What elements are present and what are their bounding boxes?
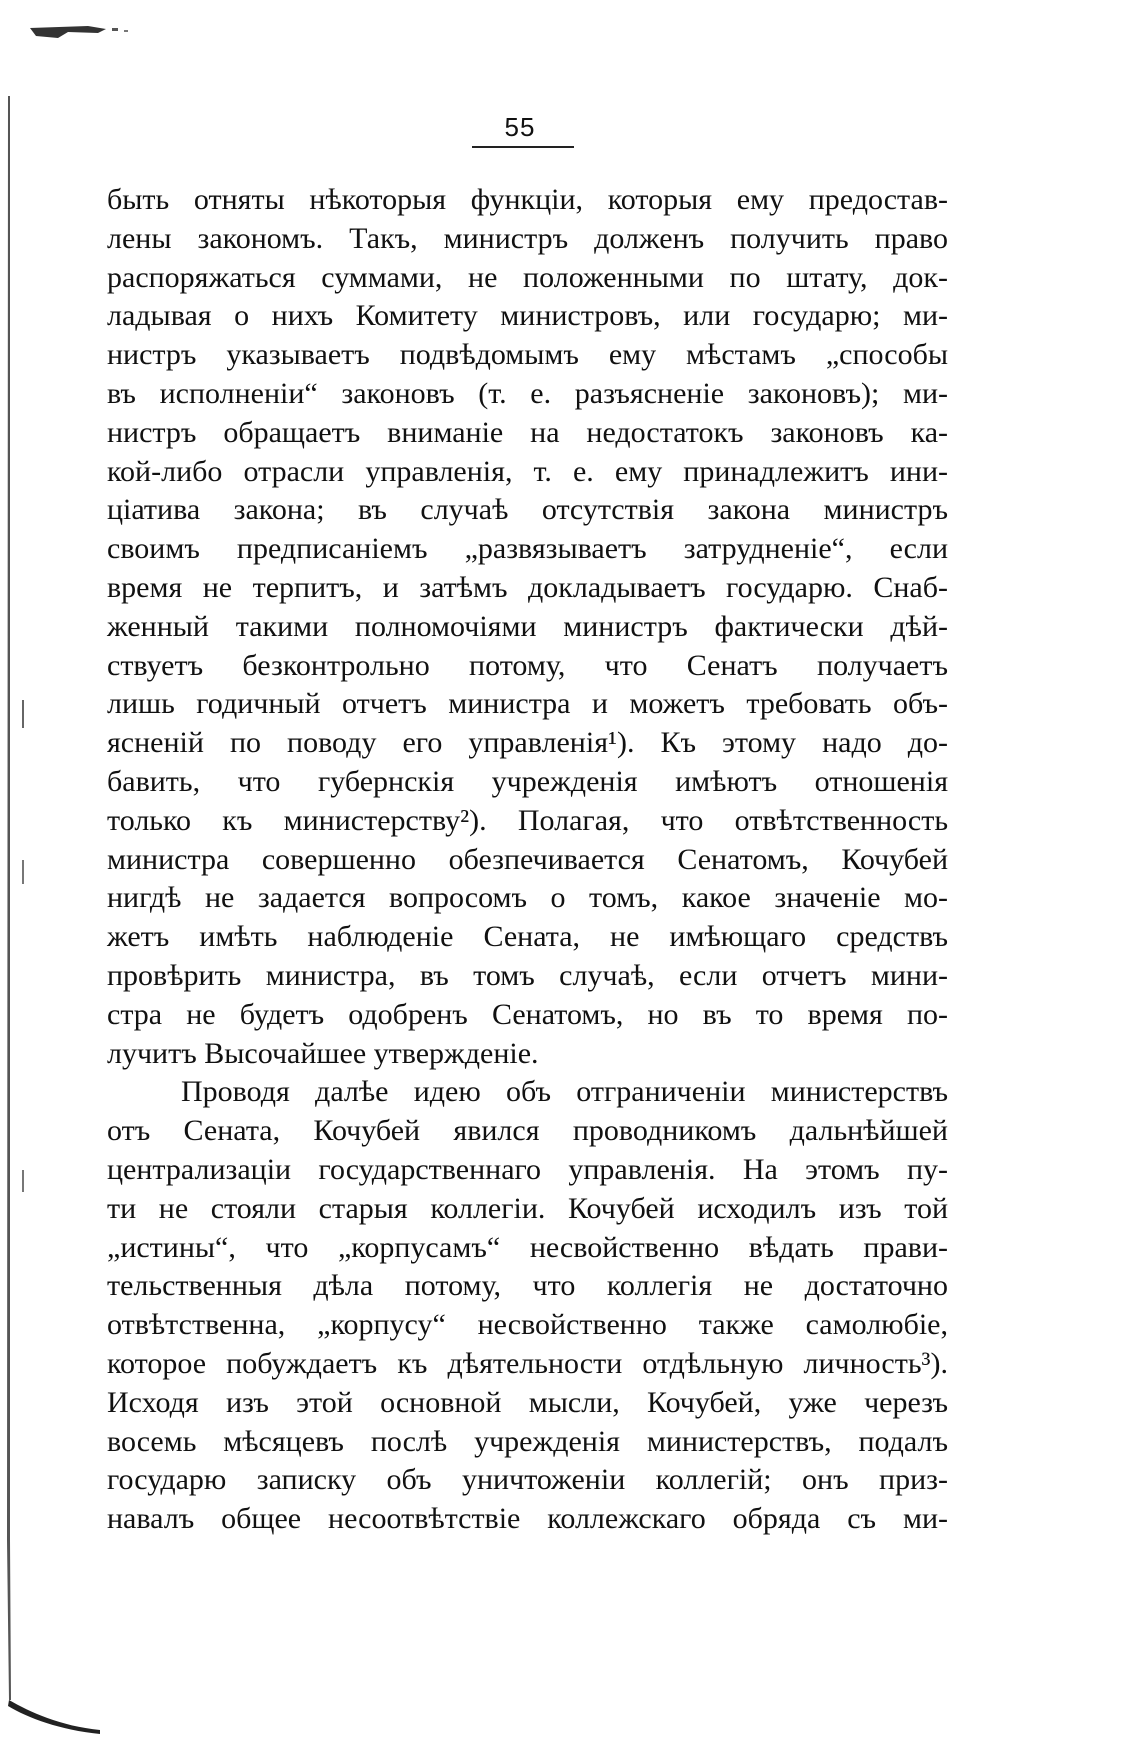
paragraph: [107, 1073, 948, 1539]
text-line: ладывая о нихъ Комитету министровъ, или государю; ми-: [107, 299, 948, 333]
text-line: централизаціи государственнаго управленія. На этомъ пу-: [107, 1152, 948, 1186]
text-line: жетъ имѣть наблюденіе Сената, не имѣющаго средствъ: [107, 920, 948, 954]
text-line: „истины“, что „корпусамъ“ несвойственно вѣдать прави-: [107, 1230, 948, 1264]
text-line: ясненій по поводу его управленія¹). Къ этому надо до-: [107, 726, 948, 760]
text-line: государю записку объ уничтоженіи коллегій; онъ приз-: [107, 1463, 948, 1497]
text-line: Проводя далѣе идею объ отграниченіи министерствъ: [181, 1075, 948, 1109]
text-line: женный такими полномочіями министръ фактически дѣй-: [107, 609, 948, 643]
text-line: лены закономъ. Такъ, министръ долженъ получить право: [107, 221, 948, 255]
text-line: которое побуждаетъ къ дѣятельности отдѣльную личность³).: [107, 1346, 948, 1380]
text-line: нистръ указываетъ подвѣдомымъ ему мѣстамъ „способы: [107, 338, 948, 372]
text-line: распоряжаться суммами, не положенными по штату, док-: [107, 260, 948, 294]
text-line: стра не будетъ одобренъ Сенатомъ, но въ то время по-: [107, 997, 948, 1031]
text-line: въ исполненіи“ законовъ (т. е. разъясненіе законовъ); ми-: [107, 376, 948, 410]
text-line: нистръ обращаетъ вниманіе на недостатокъ законовъ ка-: [107, 415, 948, 449]
text-line: ти не стояли старыя коллегіи. Кочубей исходилъ изъ той: [107, 1191, 948, 1225]
text-line: своимъ предписаніемъ „развязываетъ затрудненіе“, если: [107, 532, 948, 566]
text-line: только къ министерству²). Полагая, что отвѣтственность: [107, 803, 948, 837]
scan-binding-edge: [0, 0, 110, 1760]
text-line: время не терпитъ, и затѣмъ докладываетъ государю. Снаб-: [107, 570, 948, 604]
text-line: кой-либо отрасли управленія, т. е. ему принадлежитъ ини-: [107, 454, 948, 488]
text-line: отъ Сената, Кочубей явился проводникомъ дальнѣйшей: [107, 1114, 948, 1148]
text-line: Исходя изъ этой основной мысли, Кочубей, уже черезъ: [107, 1385, 948, 1419]
text-line: ствуетъ безконтрольно потому, что Сенатъ получаетъ: [107, 648, 948, 682]
text-line: министра совершенно обезпечивается Сенатомъ, Кочубей: [107, 842, 948, 876]
text-line: ціатива закона; въ случаѣ отсутствія закона министръ: [107, 493, 948, 527]
text-line: навалъ общее несоотвѣтствіе коллежскаго обряда съ ми-: [107, 1502, 948, 1536]
text-line: бавить, что губернскія учрежденія имѣютъ отношенія: [107, 764, 948, 798]
page-number-rule: [472, 146, 574, 148]
text-line: лишь годичный отчетъ министра и можетъ требовать объ-: [107, 687, 948, 721]
text-line: нигдѣ не задается вопросомъ о томъ, какое значеніе мо-: [107, 881, 948, 915]
paragraph: [107, 181, 948, 1073]
page-number: 55: [504, 112, 536, 142]
body-text: [107, 181, 948, 1539]
text-line: провѣрить министра, въ томъ случаѣ, если отчетъ мини-: [107, 958, 948, 992]
text-line: лучитъ Высочайшее утвержденіе.: [107, 1036, 539, 1070]
text-line: отвѣтственна, „корпусу“ несвойственно также самолюбіе,: [107, 1308, 948, 1342]
scan-corner-smudge: [28, 24, 148, 40]
text-line: быть отняты нѣкоторыя функціи, которыя ему предостав-: [107, 183, 948, 216]
text-line: восемь мѣсяцевъ послѣ учрежденія министерствъ, подалъ: [107, 1424, 948, 1458]
text-line: тельственныя дѣла потому, что коллегія не достаточно: [107, 1269, 948, 1303]
